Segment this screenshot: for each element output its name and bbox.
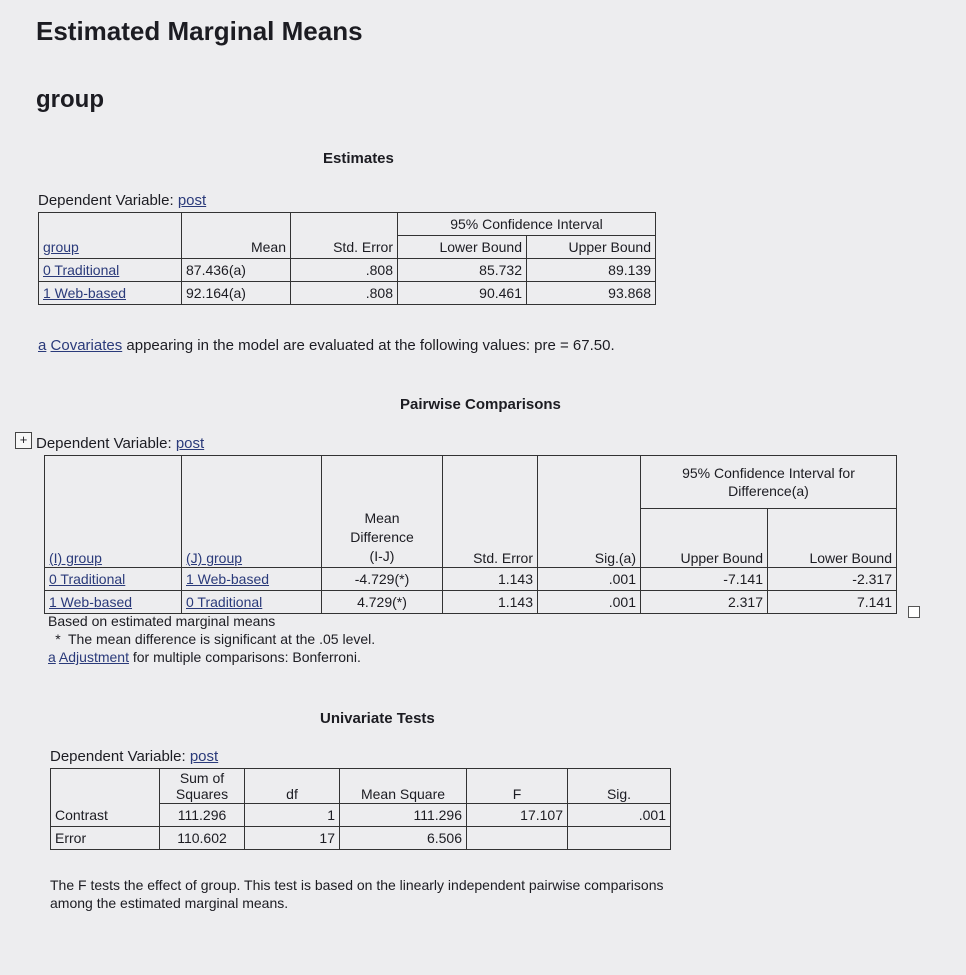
col-header-std-error: Std. Error bbox=[291, 236, 398, 259]
cell-df: 17 bbox=[245, 827, 340, 850]
ci-diff-header: 95% Confidence Interval for Difference(a) bbox=[641, 456, 897, 509]
pairwise-table bbox=[44, 455, 897, 614]
cell-f bbox=[467, 827, 568, 850]
row-j-group-link[interactable]: 0 Traditional bbox=[182, 591, 322, 614]
cell-ms: 111.296 bbox=[340, 804, 467, 827]
cell-lower: 90.461 bbox=[398, 282, 527, 305]
univariate-dependent-variable bbox=[50, 748, 218, 765]
estimates-dependent-variable bbox=[38, 192, 206, 209]
subsection-heading: group bbox=[36, 86, 104, 113]
cell-lower: 85.732 bbox=[398, 259, 527, 282]
col-header-mean: Mean bbox=[182, 236, 291, 259]
cell-upper: 89.139 bbox=[527, 259, 656, 282]
cell-df: 1 bbox=[245, 804, 340, 827]
row-i-group-link[interactable]: 0 Traditional bbox=[45, 568, 182, 591]
cell-sig: .001 bbox=[568, 804, 671, 827]
dv-value: post bbox=[175, 435, 205, 452]
footnote-marker: a bbox=[38, 337, 47, 354]
estimates-footnote bbox=[38, 337, 615, 355]
col-header-sum-of-squares: Sum of Squares bbox=[160, 769, 245, 804]
col-header-lower-bound: Lower Bound bbox=[398, 236, 527, 259]
col-header-sig: Sig.(a) bbox=[538, 508, 641, 568]
cell-sig: .001 bbox=[538, 568, 641, 591]
note-adjustment: a Adjustment for multiple comparisons: Bonferroni. bbox=[48, 649, 361, 665]
note-based-on: Based on estimated marginal means bbox=[48, 613, 276, 629]
footnote-text: appearing in the model are evaluated at the following values: pre = 67.50. bbox=[122, 337, 615, 354]
col-header-group: group bbox=[39, 236, 182, 259]
cell-sig: .001 bbox=[538, 591, 641, 614]
univariate-title: Univariate Tests bbox=[320, 710, 435, 727]
col-header-i-group: (I) group bbox=[45, 508, 182, 568]
dv-value: post bbox=[189, 748, 219, 765]
col-header-std-error: Std. Error bbox=[443, 508, 538, 568]
cell-lower: 7.141 bbox=[768, 591, 897, 614]
table-row bbox=[51, 827, 671, 850]
cell-lower: -2.317 bbox=[768, 568, 897, 591]
col-header-sig: Sig. bbox=[568, 769, 671, 804]
table-row bbox=[45, 591, 897, 614]
adjustment-link[interactable]: Adjustment bbox=[58, 649, 129, 665]
cell-std-error: 1.143 bbox=[443, 568, 538, 591]
section-heading: Estimated Marginal Means bbox=[36, 16, 363, 46]
col-header-upper-bound: Upper Bound bbox=[527, 236, 656, 259]
dv-label: Dependent Variable: bbox=[50, 748, 190, 765]
col-header-mean-difference: Mean Difference (I-J) bbox=[322, 508, 443, 568]
covariates-link[interactable]: Covariates bbox=[50, 337, 123, 354]
cell-ss: 110.602 bbox=[160, 827, 245, 850]
col-header-mean-square: Mean Square bbox=[340, 769, 467, 804]
cell-upper: -7.141 bbox=[641, 568, 768, 591]
cell-sig bbox=[568, 827, 671, 850]
col-header-upper-bound: Upper Bound bbox=[641, 508, 768, 568]
estimates-title: Estimates bbox=[323, 150, 394, 167]
col-header-j-group: (J) group bbox=[182, 508, 322, 568]
row-i-group-link[interactable]: 1 Web-based bbox=[45, 591, 182, 614]
univariate-table bbox=[50, 768, 671, 850]
table-row bbox=[51, 804, 671, 827]
univariate-footnote: The F tests the effect of group. This test is based on the linearly independent pairwise comparisons among the estimated marginal means. bbox=[50, 877, 664, 911]
expand-icon[interactable]: + bbox=[15, 432, 32, 449]
row-j-group-link[interactable]: 1 Web-based bbox=[182, 568, 322, 591]
col-header-f: F bbox=[467, 769, 568, 804]
row-label-contrast: Contrast bbox=[51, 804, 160, 827]
cell-std-error: .808 bbox=[291, 282, 398, 305]
row-group-link[interactable]: 0 Traditional bbox=[39, 259, 182, 282]
cell-std-error: 1.143 bbox=[443, 591, 538, 614]
table-row bbox=[39, 259, 656, 282]
table-row bbox=[45, 568, 897, 591]
row-label-error: Error bbox=[51, 827, 160, 850]
table-row bbox=[39, 282, 656, 305]
pairwise-dependent-variable bbox=[36, 435, 204, 452]
col-header-lower-bound: Lower Bound bbox=[768, 508, 897, 568]
resize-handle-icon[interactable] bbox=[908, 606, 920, 618]
cell-mean-difference: -4.729(*) bbox=[322, 568, 443, 591]
cell-ss: 111.296 bbox=[160, 804, 245, 827]
ci-header: 95% Confidence Interval bbox=[398, 213, 656, 236]
col-header-df: df bbox=[245, 769, 340, 804]
row-group-link[interactable]: 1 Web-based bbox=[39, 282, 182, 305]
cell-mean-difference: 4.729(*) bbox=[322, 591, 443, 614]
cell-std-error: .808 bbox=[291, 259, 398, 282]
pairwise-notes bbox=[48, 612, 375, 666]
note-significance: * The mean difference is significant at the .05 level. bbox=[55, 631, 376, 647]
cell-upper: 2.317 bbox=[641, 591, 768, 614]
pairwise-title: Pairwise Comparisons bbox=[400, 396, 561, 413]
estimates-table bbox=[38, 212, 656, 305]
cell-mean: 87.436(a) bbox=[182, 259, 291, 282]
dv-label: Dependent Variable: bbox=[36, 435, 176, 452]
cell-ms: 6.506 bbox=[340, 827, 467, 850]
cell-mean: 92.164(a) bbox=[182, 282, 291, 305]
cell-upper: 93.868 bbox=[527, 282, 656, 305]
cell-f: 17.107 bbox=[467, 804, 568, 827]
dv-value: post bbox=[177, 192, 207, 209]
dv-label: Dependent Variable: bbox=[38, 192, 178, 209]
